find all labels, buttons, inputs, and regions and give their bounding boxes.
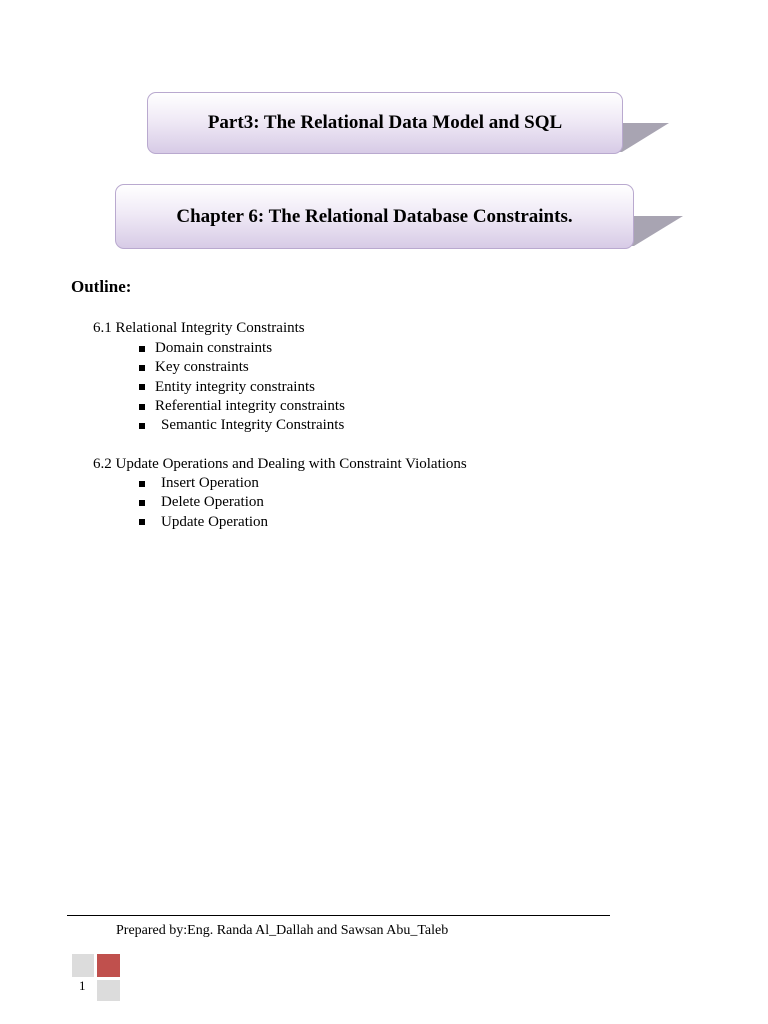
square-bullet-icon bbox=[139, 519, 145, 525]
list-item bbox=[139, 358, 345, 377]
section-6-1-list bbox=[139, 339, 345, 435]
list-item-text: Insert Operation bbox=[161, 475, 259, 491]
square-bullet-icon bbox=[139, 404, 145, 410]
list-item-text: Key constraints bbox=[155, 359, 249, 376]
section-6-2-list bbox=[139, 474, 268, 532]
square-bullet-icon bbox=[139, 384, 145, 390]
list-item bbox=[139, 397, 345, 416]
list-item bbox=[139, 378, 345, 397]
section-title-6-1: 6.1 Relational Integrity Constraints bbox=[93, 320, 305, 336]
list-item bbox=[139, 474, 268, 493]
page-number: 1 bbox=[79, 978, 86, 993]
list-item-text: Update Operation bbox=[161, 513, 269, 530]
section-title-6-2: 6.2 Update Operations and Dealing with Constraint Violations bbox=[93, 456, 467, 472]
square-bullet-icon bbox=[139, 423, 145, 429]
list-item-text: Referential integrity constraints bbox=[155, 397, 345, 414]
part-title: Part3: The Relational Data Model and SQL bbox=[207, 112, 563, 133]
footer-divider bbox=[67, 915, 610, 916]
list-item bbox=[139, 416, 345, 435]
footer-prepared-by: Prepared by:Eng. Randa Al_Dallah and Sawsan Abu_Taleb bbox=[116, 923, 449, 938]
chapter-title: Chapter 6: The Relational Database Constraints. bbox=[176, 205, 573, 227]
square-bullet-icon bbox=[139, 346, 145, 352]
outline-heading: Outline: bbox=[71, 277, 132, 296]
square-bullet-icon bbox=[139, 500, 145, 506]
list-item bbox=[139, 339, 345, 358]
marker-square-gray bbox=[97, 980, 120, 1001]
square-bullet-icon bbox=[139, 365, 145, 371]
list-item-text: Delete Operation bbox=[161, 494, 264, 511]
part-title-banner bbox=[147, 92, 623, 154]
square-bullet-icon bbox=[139, 481, 145, 487]
marker-square-red bbox=[97, 954, 120, 977]
list-item-text: Semantic Integrity Constraints bbox=[161, 417, 345, 434]
chapter-title-banner bbox=[115, 184, 634, 249]
list-item bbox=[139, 493, 268, 512]
list-item bbox=[139, 513, 268, 532]
marker-square-gray bbox=[72, 954, 94, 977]
list-item-text: Entity integrity constraints bbox=[155, 378, 315, 395]
list-item-text: Domain constraints bbox=[155, 340, 273, 356]
